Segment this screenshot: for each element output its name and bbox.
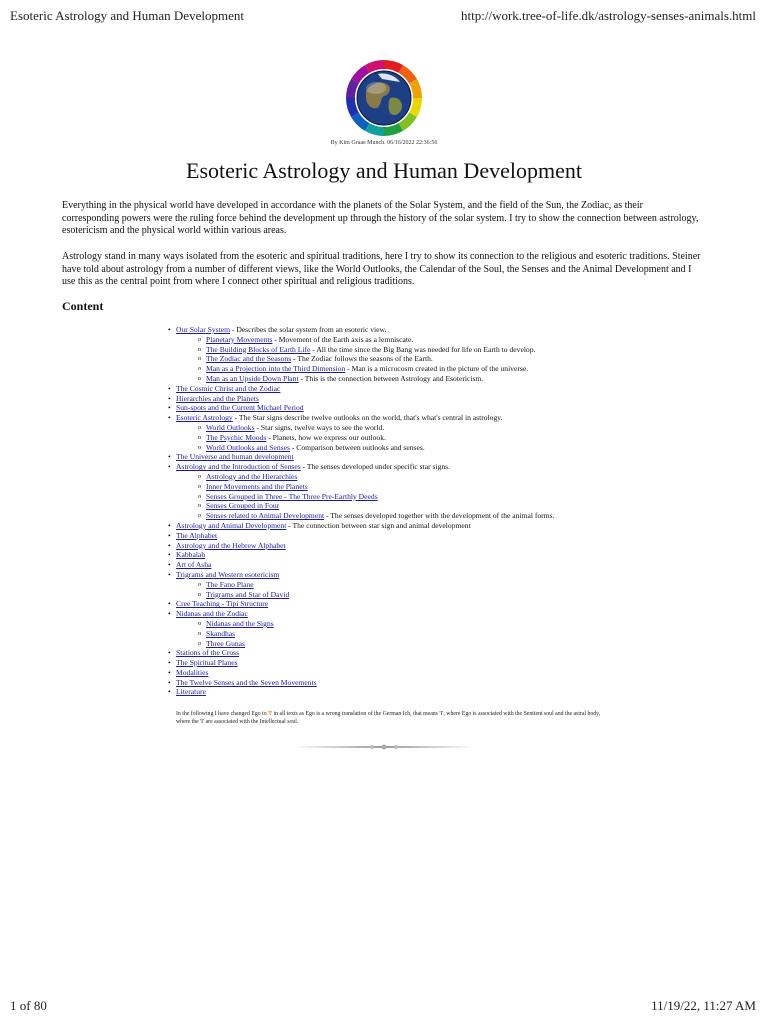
toc-subdescription: - Star signs, twelve ways to see the world. — [254, 422, 385, 432]
toc-sublink[interactable]: Senses related to Animal Development — [206, 511, 325, 521]
page-counter: 1 of 80 — [10, 998, 47, 1013]
toc-link[interactable]: The Cosmic Christ and the Zodiac — [176, 383, 281, 393]
toc-sublink[interactable]: Man as a Projection into the Third Dimension — [206, 364, 346, 374]
byline: By Kim Graae Munch. 06/16/2022 22:36:56 — [330, 140, 438, 146]
toc-item — [168, 452, 728, 462]
toc-item — [168, 394, 728, 404]
toc-link[interactable]: The Twelve Senses and the Seven Movements — [176, 677, 317, 687]
toc-link[interactable]: The Universe and human development — [176, 452, 294, 462]
toc-link[interactable]: Literature — [176, 687, 206, 697]
toc-subdescription: - Comparison between outlooks and senses. — [289, 442, 425, 452]
toc-subitem — [198, 364, 728, 374]
intro-paragraph-1: Everything in the physical world have developed in accordance with the planets of the Solar System, and the field of the Sun, the Zodiac, as their corresponding powers were the ruling force behind the development up through the history of the solar system. I try to show the connection between astrology, esotericism and the physical world within various areas. — [62, 200, 699, 236]
divider-ornament-icon — [292, 743, 476, 751]
ego-translation-note — [176, 710, 606, 726]
toc-subitem — [198, 590, 728, 600]
note-text-before: In the following I have changed Ego to — [176, 711, 269, 717]
toc-subdescription: - This is the connection between Astrology and Esotericism. — [298, 373, 484, 383]
toc-sublist — [198, 335, 728, 384]
toc-item — [168, 531, 728, 541]
toc-item — [168, 599, 728, 609]
toc-link[interactable]: Astrology and the Hebrew Alphabet — [176, 540, 286, 550]
toc-sublink[interactable]: Planetary Movements — [206, 334, 273, 344]
toc-link[interactable]: Modalities — [176, 667, 209, 677]
toc-subitem — [198, 335, 728, 345]
toc-item — [168, 521, 728, 531]
toc-subdescription: - The senses developed together with the development of the animal forms. — [324, 511, 555, 521]
content-heading: Content — [62, 299, 104, 313]
toc-item — [168, 609, 728, 648]
toc-item — [168, 668, 728, 678]
toc-link[interactable]: Sun-spots and the Current Michael Period — [176, 403, 304, 413]
toc-link[interactable]: Our Solar System — [176, 325, 230, 334]
ornamental-divider — [292, 738, 476, 746]
toc-subitem — [198, 354, 728, 364]
toc-sublist — [198, 472, 728, 521]
toc-link[interactable]: Nidanas and the Zodiac — [176, 609, 248, 619]
toc-sublink[interactable]: Man as an Upside Down Plant — [206, 373, 299, 383]
toc-link[interactable]: Esoteric Astrology — [176, 413, 233, 423]
toc-item — [168, 325, 728, 384]
toc-sublink[interactable]: World Outlooks and Senses — [206, 442, 290, 452]
toc-item — [168, 678, 728, 688]
toc-sublink[interactable]: Senses Grouped in Four — [206, 501, 280, 511]
toc-item — [168, 648, 728, 658]
toc-link[interactable]: Kabbalah — [176, 550, 206, 560]
toc-sublink[interactable]: Nidanas and the Signs — [206, 618, 274, 628]
toc-description: - The Star signs describe twelve outlooks on the world, that's what's central in astrology. — [232, 413, 503, 423]
toc-sublink[interactable]: The Building Blocks of Earth Life — [206, 344, 311, 354]
toc-sublink[interactable]: Inner Movements and the Planets — [206, 481, 308, 491]
toc-subitem — [198, 629, 728, 639]
toc-item — [168, 570, 728, 599]
print-doc-title: Esoteric Astrology and Human Development — [10, 8, 244, 23]
toc-sublink[interactable]: Three Gunas — [206, 638, 246, 648]
table-of-contents — [168, 325, 728, 697]
toc-sublink[interactable]: Astrology and the Hierarchies — [206, 471, 298, 481]
toc-link[interactable]: The Spiritual Planes — [176, 658, 238, 668]
toc-subitem — [198, 472, 728, 482]
note-i-mark: 'I' — [268, 711, 273, 717]
toc-sublist — [198, 580, 728, 600]
toc-subdescription: - Planets, how we express our outlook. — [266, 432, 386, 442]
toc-list — [168, 325, 728, 697]
toc-subitem — [198, 580, 728, 590]
toc-link[interactable]: The Alphabet — [176, 530, 218, 540]
toc-sublink[interactable]: World Outlooks — [206, 422, 255, 432]
toc-subitem — [198, 345, 728, 355]
toc-subdescription: - Movement of the Earth axis as a lemniscate. — [272, 334, 414, 344]
toc-subitem — [198, 374, 728, 384]
toc-item — [168, 403, 728, 413]
toc-sublist — [198, 423, 728, 452]
toc-link[interactable]: Trigrams and Western esotericism — [176, 569, 280, 579]
toc-sublink[interactable]: Senses Grouped in Three - The Three Pre-Earthly Deeds — [206, 491, 378, 501]
toc-link[interactable]: Cree Teaching - Tipi Structure — [176, 599, 269, 609]
intro-paragraph-2: Astrology stand in many ways isolated from the esoteric and spiritual traditions, here I try to show its connection to the religious and esoteric traditions. Steiner have told about astrology from a number of different views, like the World Outlooks, the Calendar of the Soul, the Senses and the Animal Development and I use this as the central point from where I connect other spiritual and religious traditions. — [62, 251, 701, 287]
toc-item — [168, 550, 728, 560]
toc-item — [168, 413, 728, 452]
toc-sublink[interactable]: The Psychic Moods — [206, 432, 267, 442]
toc-link[interactable]: Astrology and the Introduction of Senses — [176, 462, 301, 472]
toc-subitem — [198, 619, 728, 629]
toc-description: - Describes the solar system from an esoteric view. — [230, 325, 387, 334]
print-url[interactable]: http://work.tree-of-life.dk/astrology-senses-animals.html — [461, 8, 756, 23]
toc-subitem — [198, 511, 728, 521]
toc-subitem — [198, 501, 728, 511]
print-footer — [10, 998, 756, 1014]
toc-description: - The connection between star sign and animal development — [286, 520, 471, 530]
toc-item — [168, 384, 728, 394]
toc-item — [168, 658, 728, 668]
toc-subdescription: - The Zodiac follows the seasons of the Earth. — [291, 354, 433, 364]
toc-sublist — [198, 619, 728, 648]
toc-subitem — [198, 423, 728, 433]
toc-item — [168, 462, 728, 521]
note-text-after: in all texts as Ego is a wrong translation of the German Ich, that means 'I', where Ego is associated with the Sentient soul and the astral body, where the 'I' are associated with the Intellectual soul. — [176, 711, 601, 725]
page-title: Esoteric Astrology and Human Development — [186, 158, 582, 183]
toc-subitem — [198, 433, 728, 443]
toc-description: - The senses developed under specific star signs. — [300, 462, 451, 472]
print-timestamp: 11/19/22, 11:27 AM — [651, 998, 756, 1013]
toc-item — [168, 560, 728, 570]
toc-link[interactable]: Astrology and Animal Development — [176, 520, 287, 530]
toc-subdescription: - All the time since the Big Bang was needed for life on Earth to develop. — [310, 344, 536, 354]
toc-subitem — [198, 482, 728, 492]
toc-sublink[interactable]: Trigrams and Star of David — [206, 589, 290, 599]
zodiac-wheel-icon — [344, 58, 424, 138]
toc-subitem — [198, 639, 728, 649]
print-header — [10, 8, 756, 24]
toc-subitem — [198, 492, 728, 502]
toc-sublink[interactable]: The Fano Plane — [206, 579, 254, 589]
toc-sublink[interactable]: The Zodiac and the Seasons — [206, 354, 292, 364]
toc-link[interactable]: Stations of the Cross — [176, 648, 240, 658]
toc-subdescription: - Man is a microcosm created in the picture of the universe. — [345, 364, 529, 374]
toc-item — [168, 687, 728, 697]
toc-link[interactable]: Hierarchies and the Planets — [176, 393, 259, 403]
zodiac-earth-logo — [344, 58, 424, 138]
toc-item — [168, 541, 728, 551]
toc-subitem — [198, 443, 728, 453]
toc-link[interactable]: Art of Asha — [176, 560, 212, 570]
toc-sublink[interactable]: Skandhas — [206, 628, 236, 638]
